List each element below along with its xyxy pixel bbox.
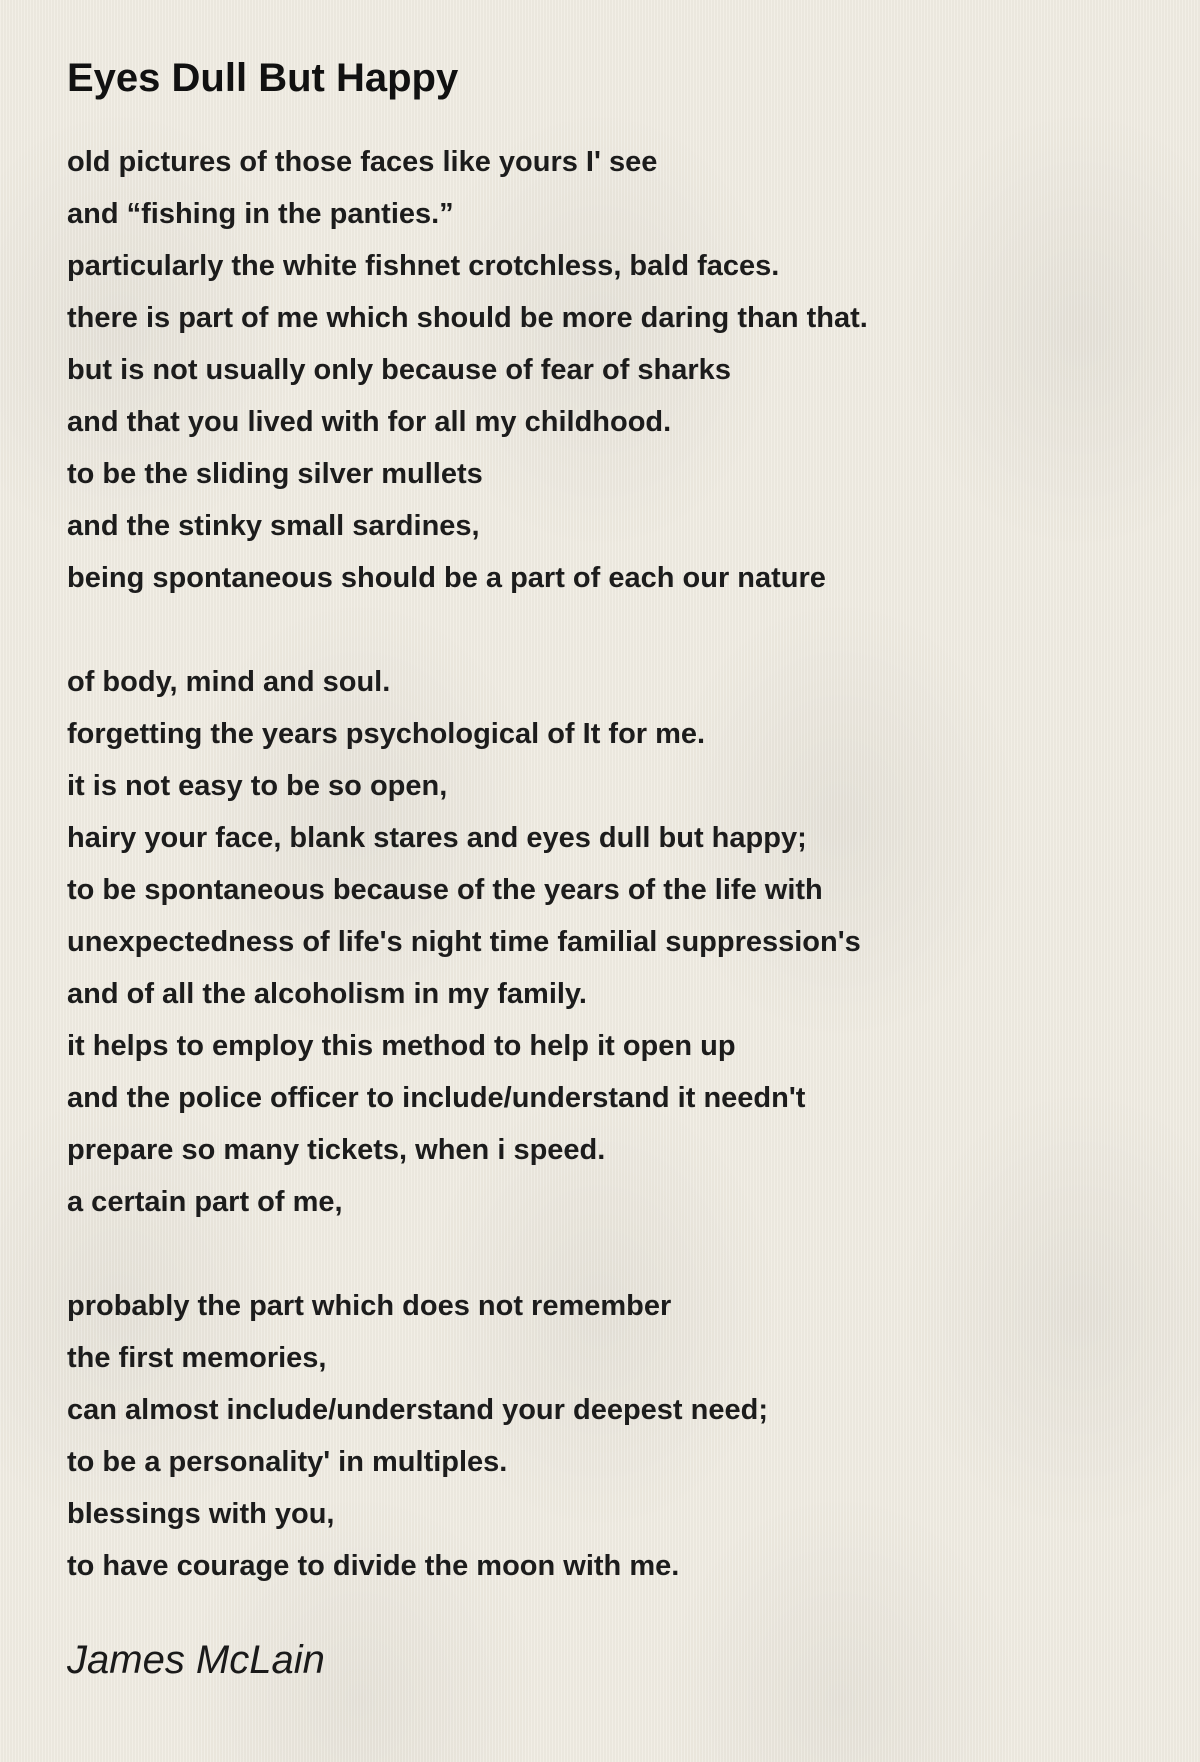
- poem-line: the first memories,: [67, 1342, 327, 1374]
- poem-line: a certain part of me,: [67, 1186, 343, 1218]
- poem-line: old pictures of those faces like yours I' see: [67, 146, 658, 178]
- poem-line: to be the sliding silver mullets: [67, 458, 483, 490]
- poem-line: there is part of me which should be more daring than that.: [67, 302, 868, 334]
- poem-line: forgetting the years psychological of It for me.: [67, 718, 706, 750]
- poem-line: it helps to employ this method to help it open up: [67, 1030, 736, 1062]
- poem-line: and “fishing in the panties.”: [67, 198, 454, 230]
- poem-line: and that you lived with for all my childhood.: [67, 406, 672, 438]
- poem-author: James McLain: [67, 1638, 325, 1682]
- stanza-1: [67, 136, 1147, 604]
- poem-line: being spontaneous should be a part of each our nature: [67, 562, 826, 594]
- stanza-break: [67, 604, 1147, 656]
- poem-line: to be a personality' in multiples.: [67, 1446, 508, 1478]
- poem-line: to be spontaneous because of the years of the life with: [67, 874, 823, 906]
- stanza-2: [67, 656, 1147, 1228]
- poem-line: particularly the white fishnet crotchless, bald faces.: [67, 250, 780, 282]
- poem-line: and the police officer to include/understand it needn't: [67, 1082, 806, 1114]
- poem-line: to have courage to divide the moon with me.: [67, 1550, 680, 1582]
- poem-line: hairy your face, blank stares and eyes dull but happy;: [67, 822, 807, 854]
- poem-line: prepare so many tickets, when i speed.: [67, 1134, 606, 1166]
- poem-line: probably the part which does not remember: [67, 1290, 672, 1322]
- poem-title: Eyes Dull But Happy: [67, 56, 459, 100]
- poem-line: and of all the alcoholism in my family.: [67, 978, 587, 1010]
- poem-line: blessings with you,: [67, 1498, 335, 1530]
- poem-line: but is not usually only because of fear of sharks: [67, 354, 731, 386]
- poem-line: can almost include/understand your deepest need;: [67, 1394, 768, 1426]
- poem-line: unexpectedness of life's night time familial suppression's: [67, 926, 861, 958]
- poem-line: it is not easy to be so open,: [67, 770, 448, 802]
- poem-line: of body, mind and soul.: [67, 666, 391, 698]
- poem-line: and the stinky small sardines,: [67, 510, 480, 542]
- stanza-break: [67, 1228, 1147, 1280]
- stanza-3: [67, 1280, 1147, 1592]
- poem-page: [67, 44, 1147, 1690]
